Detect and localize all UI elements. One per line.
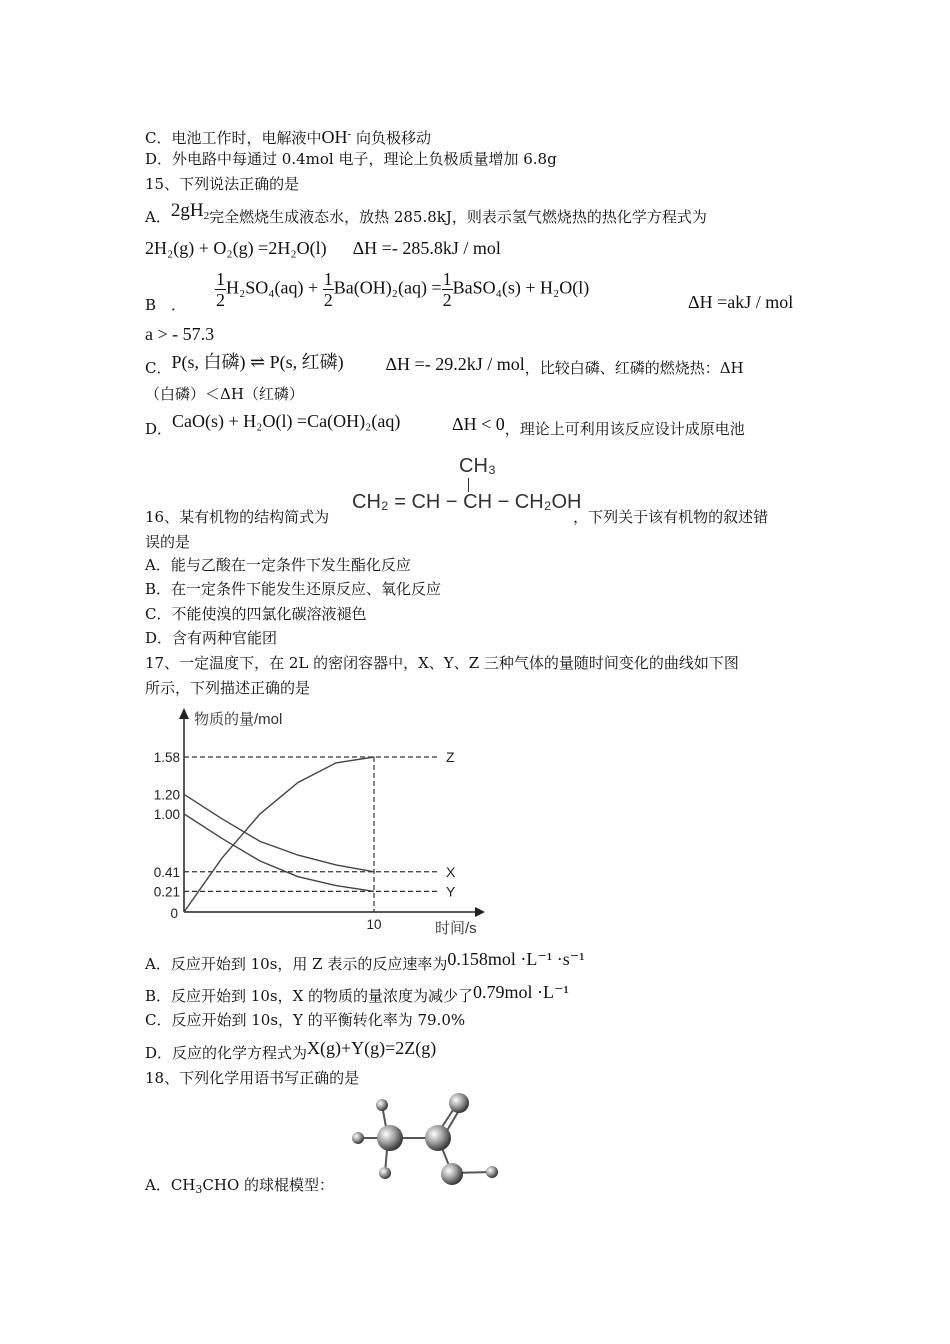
q15-stem: 15、下列说法正确的是 [145,175,300,193]
q16-option-d: D．含有两种官能团 [145,629,278,647]
q15-b-equation: $\frac{1}{2}$ H₂SO₄(aq) + $\frac{1}{2}$ Ba(OH)₂(aq) = $\frac{1}{2}$ BaSO₄(s) + H₂O(l) [216,269,590,310]
q14-option-d: D．外电路中每通过 0.4mol 电子，理论上负极质量增加 6.8g [145,150,557,168]
q15-b-condition: a > - 57.3 [145,324,215,344]
y-tick-label: 1.00 [153,806,180,822]
q14-option-c: C．电池工作时，电解液中OH- 向负极移动 [145,127,431,147]
q16-stem: 16、某有机物的结构简式为 ，下列关于该有机物的叙述错 [145,508,769,526]
q17-stem: 17、一定温度下，在 2L 的密闭容器中，X、Y、Z 三种气体的量随时间变化的曲线如下图 [145,654,739,672]
q17-option-b: B．反应开始到 10s，X 的物质的量浓度为减少了0.79mol ·L⁻¹ [145,982,569,1005]
hydroxide-ion: OH- [321,127,352,147]
q15-option-c: C．P(s, 白磷) ⇌ P(s, 红磷) ΔH =- 29.2kJ / mol，比较白磷、红磷的燃烧热：ΔH [145,352,744,377]
q15-option-a: A．$2gH_2$完全燃烧生成液态水，放热 285.8kJ，则表示氢气燃烧热的热化学方程式为 [145,200,707,226]
y-axis-label: 物质的量/mol [194,711,283,728]
q17-option-c: C．反应开始到 10s，Y 的平衡转化率为 79.0% [145,1011,466,1029]
q16-option-a: A．能与乙酸在一定条件下发生酯化反应 [145,556,411,574]
q15-a-formula: $2gH_2$ [170,200,210,222]
series-label-y: Y [446,883,456,900]
structure-main-chain: CH₂ = CH − CH − CH₂OH [352,491,582,513]
y-axis-arrow [179,708,189,719]
q16-option-b: B．在一定条件下能发生还原反应、氧化反应 [145,580,442,598]
series-line-z [184,757,374,912]
q16-option-c: C．不能使溴的四氯化碳溶液褪色 [145,605,367,623]
amount-time-chart [140,700,500,950]
series-label-x: X [446,863,456,880]
series-line-y [184,814,374,892]
q18-option-a: A．$CH_3CHO$ 的球棍模型： [145,1176,335,1196]
x-axis-label: 时间/s [435,920,477,937]
q15-option-c-cont: （白磷）＜ΔH（红磷） [145,385,304,403]
y-tick-label: 0.21 [153,884,180,900]
y-tick-label: 1.58 [153,750,180,765]
series-label-z: Z [446,749,455,765]
q15-option-d: D．CaO(s) + H₂O(l) =Ca(OH)₂(aq) ΔH < 0，理论上可利用该反应设计成原电池 [145,411,745,438]
structure-bond-vertical [468,478,469,492]
x-tick-label: 10 [366,917,382,932]
q17-option-d: D．反应的化学方程式为X(g)+Y(g)=2Z(g) [145,1038,437,1062]
y-tick-label: 1.20 [153,787,180,803]
x-tick-label: 0 [170,906,178,921]
ball-stick-model-image [340,1085,510,1195]
x-axis-arrow [475,907,485,917]
q16-stem-cont: 误的是 [145,533,191,551]
structure-branch-ch3: CH₃ [459,455,497,477]
q17-option-a: A．反应开始到 10s，用 Z 表示的反应速率为0.158mol ·L⁻¹ ·s⁻¹ [145,949,585,973]
y-tick-label: 0.41 [153,864,180,880]
q18-stem: 18、下列化学用语书写正确的是 [145,1069,360,1087]
q15-a-equation: 2H₂(g) + O₂(g) =2H₂O(l) ΔH =- 285.8kJ / mol [145,238,501,258]
q17-stem-cont: 所示，下列描述正确的是 [145,679,311,697]
